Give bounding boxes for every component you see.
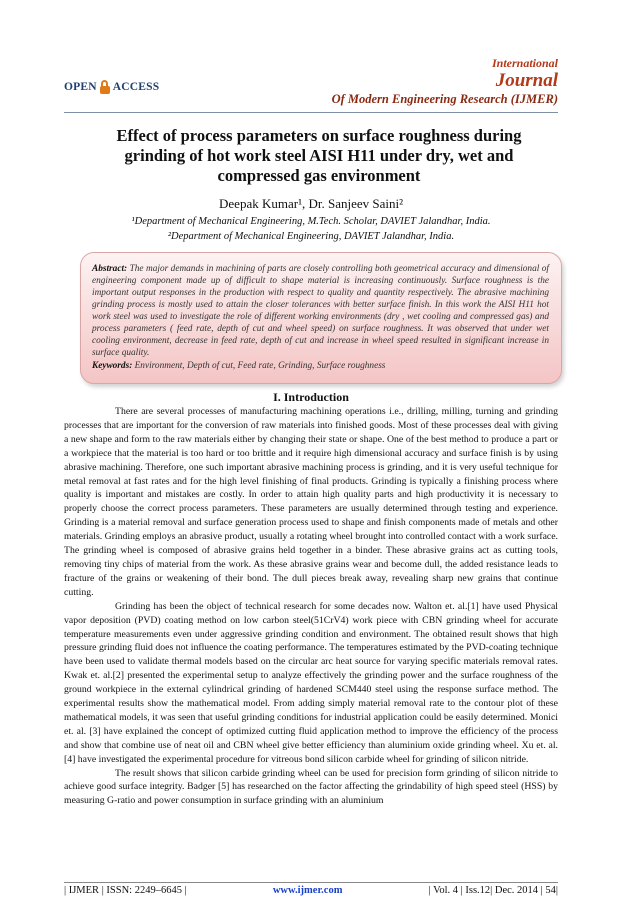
- open-lock-icon: [100, 80, 110, 94]
- open-access-left-text: OPEN: [64, 81, 97, 93]
- keywords-label: Keywords:: [92, 361, 133, 371]
- paper-authors: Deepak Kumar¹, Dr. Sanjeev Saini²: [219, 196, 403, 211]
- open-access-logo: [64, 80, 159, 94]
- paragraph: There are several processes of manufacturing machining operations i.e., drilling, milling, turning and grinding processes that are important for the conversion of raw materials into finished goods. Most of these processes deal with giving a new shape and form to the raw materials either by changing their state or shape. One of the best method to produce a part or a workpiece that the material is too hard or too brittle and it require high dimensional accuracy and surface finish is by using abrasive machining. Therefore, one such important abrasive machining process is grinding, and it is very useful technique for metal removal at fast rates and for the high level finishing of final products. Grinding is typically a finishing process where quality is important and mistakes are costly. In order to attain high quality parts and high productivity it is necessary to properly choose the correct process parameters. These parameters are usually determined through testing and experience. Grinding is a material removal and surface generation process used to shape and finish components made of metals and other materials. Grinding employs an abrasive product, usually a rotating wheel brought into controlled contact with a work surface. The grinding wheel is composed of abrasive grains held together in a binder. These abrasive grains act as cutting tools, removing tiny chips of material from the work. As these abrasive grains wear and become dull, the added resistance leads to fracture of the grains or weakening of their bond. The dull pieces break away, revealing sharp new grains that continue cutting.: [64, 406, 558, 598]
- header-divider: [64, 112, 558, 113]
- footer-divider: [64, 882, 558, 883]
- open-access-right-text: ACCESS: [112, 81, 160, 93]
- masthead-journal-name: Of Modern Engineering Research (IJMER): [331, 92, 558, 106]
- paragraph: Grinding has been the object of technical research for some decades now. Walton et. al.[1] have used Physical vapor deposition (PVD) coating method on low carbon steel(51CrV4) work piece with CBN grinding wheel for accurate temperature measurements even under aggressive grinding condition and environment. The obtained result shows that high pressure grinding fluid does not influence the coating performance. The temperatures estimated by the PVD-coating technique have been used to validate thermal models based on the circular arc heat source for varying specific materials removal rates. Kwak et. al.[2] presented the experimental setup to analyze effectively the grinding power and the surface roughness of the ground workpiece in the external cylindrical grinding of hardened SCM440 steel using the response surface method. The experimental results show the mathematical model. From adding simply material removal rate to the contour plot of these mathematical models, it was seen that useful grinding conditions for industrial application could be easily determined. Monici et. al. [3] have explained the concept of optimized cutting fluid application method to improve the efficiency of the process and show that combine use of neat oil and CBN wheel give better efficiency than aluminium oxide grinding wheel. Xu et. al. [4] have investigated the experimental procedure for vitreous bond silicon carbide wheel for grinding of silicon nitride.: [64, 600, 558, 765]
- abstract-label: Abstract:: [92, 264, 128, 274]
- abstract-box: [80, 252, 562, 384]
- footer-website-link[interactable]: www.ijmer.com: [272, 885, 343, 896]
- footer-volume: | Vol. 4 | Iss.12| Dec. 2014 | 54|: [428, 885, 558, 896]
- footer-issn: | IJMER | ISSN: 2249–6645 |: [64, 885, 187, 896]
- abstract: [92, 263, 549, 359]
- masthead-international: International: [491, 56, 558, 70]
- section-heading: I. Introduction: [273, 390, 349, 404]
- keywords-text: Environment, Depth of cut, Feed rate, Grinding, Surface roughness: [134, 361, 386, 371]
- paper-title: Effect of process parameters on surface roughness during grinding of hot work steel AISI H11 under dry, wet and compressed gas environment: [116, 126, 522, 185]
- affiliation-1: ¹Department of Mechanical Engineering, M.Tech. Scholar, DAVIET Jalandhar, India.: [131, 216, 491, 227]
- introduction-body: [64, 405, 558, 808]
- paragraph: The result shows that silicon carbide grinding wheel can be used for precision form grinding of silicon nitride to achieve good surface integrity. Badger [5] has researched on the factor affecting the grindability of high speed steel (HSS) by measuring G-ratio and power consumption in surface grinding with an aluminium: [64, 767, 558, 807]
- abstract-text: The major demands in machining of parts are closely controlling both geometrical accuracy and dimensional of engineering component made up of difficult to shape material is increasing continuously. Surface roughness is the important output responses in the production with respect to quality and quantity respectively. The abrasive machining grinding process is mostly used to attain the closer tolerances with better surface finish. In this work the AISI H11 hot work steel was used to investigate the role of different working environments (dry , wet cooling and compressed gas) and process parameters ( feed rate, depth of cut and wheel speed) on surface roughness. It was observed that under wet cooling environment, decrease in feed rate, depth of cut and increase in wheel speed resulted in significant increase in surface quality.: [92, 264, 549, 358]
- affiliation-2: ²Department of Mechanical Engineering, DAVIET Jalandhar, India.: [167, 231, 455, 242]
- journal-masthead: [332, 56, 558, 107]
- masthead-journal: Journal: [495, 70, 558, 91]
- keywords: [92, 360, 549, 372]
- page-footer: [64, 885, 558, 896]
